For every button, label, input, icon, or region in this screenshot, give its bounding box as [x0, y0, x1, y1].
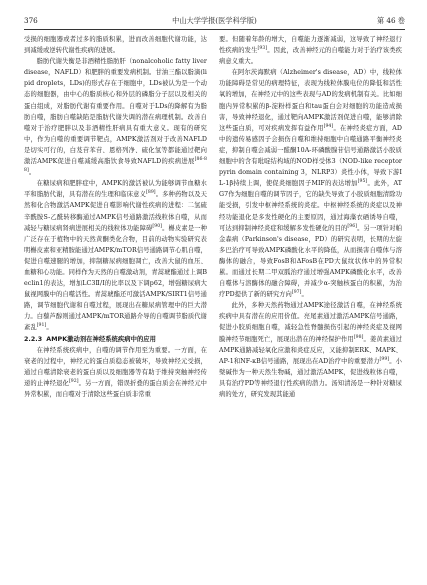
- citation: [97]: [291, 290, 302, 296]
- paragraph: 受损的细胞器或者过多的脂质积累，进而改善细胞代谢功能，达到减缓或逆转代谢性疾病的进展。: [24, 36, 207, 55]
- citation: [98]: [353, 334, 364, 340]
- journal-title: 中山大学学报(医学科学版): [172, 16, 257, 25]
- citation: [94]: [323, 123, 334, 129]
- header-rule: [24, 29, 405, 30]
- section-number: 2.2.3: [24, 335, 43, 343]
- paragraph: 在阿尔茨海默病（Alzheimer's disease，AD）中，线粒体功能障碍是常见的病理特征，表现为线粒体膜电位的降低和活性氧的增加，在神经元中的这些表现与AD的发病机制有关。比如细胞内异常积累的β-淀粉样蛋白和tau蛋白会对细胞的功能造成损害，导致神经退化，通过靶向AMPK激活剂促进自噬，能够清除这些蛋白质，可对疾病发挥有益作用[94]。在神经炎症方面，AD中的遗传易感因子会损伤自噬和维持细胞中自噬通路平衡神经炎症，抑制自噬会减弱一醛酮10A-环磷酸腺苷信号通路激活小胶质细胞中的含有吡啶结构域的NOD样受体3（NOD-like receptor pyrin domain containing 3，NLRP3）炎性小体，导致下游IL-1β持续上调，使促炎细胞因子MIF的表达增加[95]。此外，ATG7作为细胞自噬的调节因子，它的缺失导致了小胶质细胞清除功能受损，引发中枢神经系统的炎症。中枢神经系统的炎症以及神经功能退化是多发性硬化的主要原因，通过海藻衣硒诱导自噬，可达到抑制神经炎症和缓解多发性硬化的目的[96]。另一项针对帕金森病（Parkinson's disease，PD）的研究表明，长期的左旋多巴治疗可导致AMPK磷酸化水平的降低，从而损害自噬体与溶酶体的融合，导致FosB和ΔFosB在PD大鼠纹状体中的异常积累。而通过长期二甲双胍治疗通过增强AMPK磷酸化水平，改善自噬体与溶酶体的融合障碍，并减少α-突触核蛋白的积累，为治疗PD提供了新的研究方向[97]。: [219, 69, 403, 299]
- citation: [95]: [357, 179, 368, 185]
- paragraph: 脂肪代谢失衡是非酒精性脂肪肝（nonalcoholic fatty liver disease，NAFLD）和肥胖的重要发病机制。甘油三酯以脂滴(lipid droplets，LDs)的形式存在于细胞中，LDs被认为是一个动态的细胞器，由中心的脂质核心和外层的磷脂分子层以及相关的蛋白组成，对脂肪代谢有重要作用。自噬对于LDs的降解有为脂肪自噬，脂肪自噬缺陷是脂肪代谢失调的潜在病理机制。改善自噬对于治疗肥胖以及非酒精性肝病具有重大意义。现有的研究中，作为自噬的重要调节靶点，AMPK激活剂对于改善NAFLD是切实可行的，白芨苷苯苷、恩格列净、硫化氢等都能通过靶向激活AMPK促进自噬减缓高脂饮食导致NAFLD的疾病进展[86-88]。: [24, 58, 207, 177]
- paragraph: 在糖尿病和肥胖症中，AMPK的激活被认为能够调节血糖水平和脂肪代谢，具有潜在的生理和临床意义[89]。多种药物以及天然和化合物激活AMPK促进自噬影响代谢性疾病的进程：二氢硫辛酰胺S-乙酰转移酶通过AMPK信号通路激活线粒体自噬，从而减轻与糖尿病肾病进展相关的线粒体功能障碍[90]。槲皮素是一种广泛存在于植物中的天然黄酮类化合物，目前的动物实验研究表明槲皮素和亚精胺能通过AMPK/mTOR信号通路调节心肌自噬，促进自噬速腿的增加，抑制糖尿病细胞凋亡，改善大鼠的血压、血糖和心功能。同样作为天然的自噬激动剂，青蒿琥酯通过上调Beclin1的表达，增加LC3Ⅱ/Ⅰ的比率以及下调p62，增强糖尿病大鼠视网膜中的自噬活性。青蒿琥酯还可激活AMPK/SIRT1信号通路，调节细胞代谢和自噬过程，展现出在糖尿病管理中的巨大潜力。白藜芦醇则通过AMPK/mTOR通路介导的自噬调节脂质代谢紊乱[91]。: [24, 180, 208, 332]
- citation: [92]: [68, 378, 79, 384]
- citation: [86-88]: [24, 156, 207, 174]
- left-column: [24, 34, 207, 400]
- section-heading: [24, 334, 207, 345]
- citation: [91]: [36, 323, 47, 329]
- page-number: 376: [24, 16, 38, 25]
- citation: [93]: [257, 46, 268, 51]
- right-column: [219, 34, 402, 400]
- volume-label: 第 46 卷: [376, 16, 405, 25]
- citation: [89]: [146, 190, 156, 196]
- paragraph: 要。但随着年龄的增大，自噬能力逐渐减弱，这导致了神经退行性疾病的发生[93]。因此，改善神经元的自噬能力对于治疗该类疾病意义重大。: [219, 36, 402, 66]
- section-title: AMPK激动剂在神经系统疾病中的应用: [46, 335, 156, 343]
- citation: [96]: [347, 223, 358, 229]
- citation: [99]: [379, 356, 390, 362]
- citation: [90]: [152, 223, 163, 229]
- page-header: [24, 14, 405, 28]
- paragraph: 在神经系统疾病中，自噬的调节作用至为重要。一方面，在衰老的过程中，神经元的蛋白质稳态被破坏，导致神经元受损，通过自噬清除衰老的蛋白质以及细胞器等有助于维持突触神经传递的止神经退化[92]。另一方面，错误折叠的蛋白质会在神经元中异常积累，而自噬对于清除这些蛋白质非常重: [24, 346, 208, 398]
- paragraph: 此外，多种天然药物通过AMPK途径激活自噬，在神经系统疾病中具有潜在的应用价值。亮尾素通过激活AMPK信号通路，促进小胶质细胞自噬，减轻急性脊髓损伤引起的神经炎症及视网膜神经节细胞死亡，展现出潜在的神经保护作用[98]。姜黄素通过AMPK通路减轻氧化应激和炎症反应，又能抑制ERK、MAPK、AP-1和NF-κB信号通路，展现出在AD治疗中的重要潜力[99]。小檗碱作为一种天然生物碱，通过激活AMPK，促进线粒体自噬，具有治疗PD等神经退行性疾病的潜力。汤知清汤是一种针对糖尿病的处方，研究发现其能通: [219, 302, 403, 398]
